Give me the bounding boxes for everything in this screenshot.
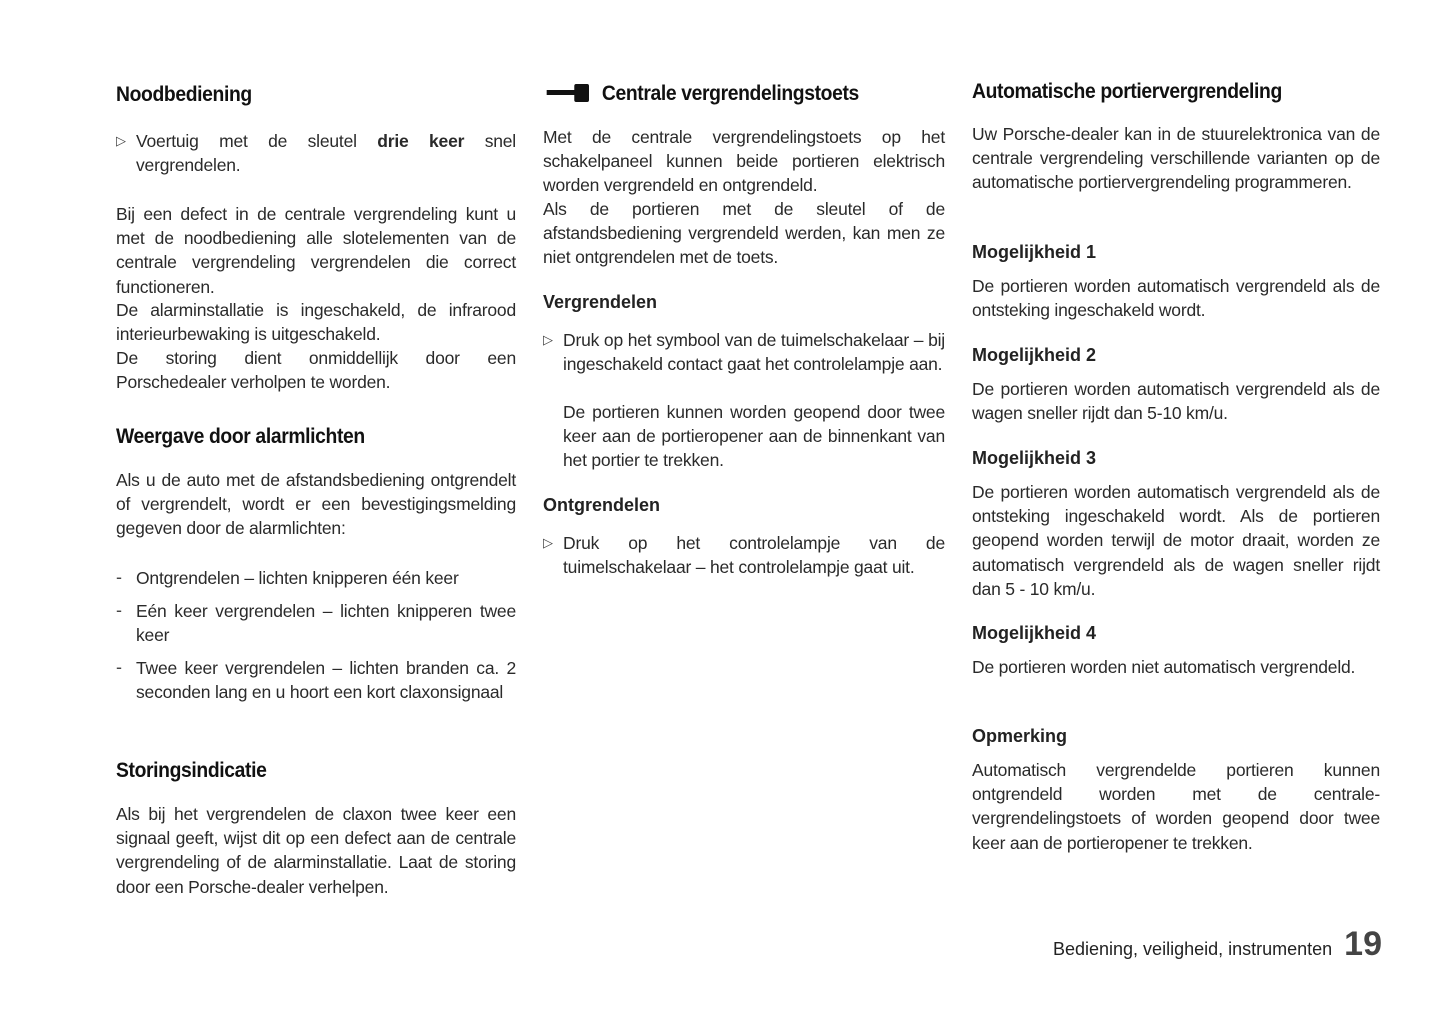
heading-centrale-vergrendelingstoets: Centrale vergrendelingstoets (543, 81, 913, 107)
heading-mogelijkheid-3: Mogelijkheid 3 (972, 448, 1097, 468)
footer-section-title: Bediening, veiligheid, instrumenten (1052, 939, 1333, 959)
heading-mogelijkheid-2: Mogelijkheid 2 (972, 345, 1097, 365)
heading-automatische-portiervergrendeling: Automatische portiervergrendeling (972, 80, 1282, 103)
triangle-right-icon: ▷ (543, 535, 553, 550)
step-noodbediening: ▷ Voertuig met de sleutel drie keer snel vergrendelen. (116, 131, 516, 176)
vergrendelen-note: De portieren kunnen worden geopend door twee keer aan de portieropener aan de binnenkant van het portier te trekken. (563, 402, 945, 471)
heading-noodbediening: Noodbediening (116, 83, 252, 106)
mogelijkheid-4-text: De portieren worden niet automatisch vergrendeld. (972, 657, 1356, 677)
heading-mogelijkheid-1: Mogelijkheid 1 (972, 242, 1097, 262)
step-vergrendelen: ▷ Druk op het symbool van de tuimelschakelaar – bij ingeschakeld contact gaat het controlelampje aan. (543, 330, 945, 375)
dash-icon: - (116, 567, 122, 587)
heading-weergave: Weergave door alarmlichten (116, 425, 365, 448)
opmerking-text: Automatisch vergrendelde portieren kunnen ontgrendeld worden met de centrale-vergrendelingstoets of worden geopend door twee keer aan de portieropener te trekken. (972, 760, 1380, 853)
mogelijkheid-1-text: De portieren worden automatisch vergrendeld als de ontsteking ingeschakeld wordt. (972, 276, 1380, 321)
key-icon (543, 82, 591, 102)
mogelijkheid-3-text: De portieren worden automatisch vergrendeld als de ontsteking ingeschakeld wordt. Als de portieren geopend worden terwijl de motor draait, worden ze automatisch vergrendeld als de wagen sneller rijdt dan 5 - 10 km/u. (972, 482, 1380, 599)
dash-icon: - (116, 657, 122, 677)
list-item: - Twee keer vergrendelen – lichten branden ca. 2 seconden lang en u hoort een kort claxonsignaal (116, 657, 516, 703)
centrale-intro-1: Met de centrale vergrendelingstoets op het schakelpaneel kunnen beide portieren elektrisch worden vergrendeld en ontgrendeld. (543, 127, 945, 196)
step-ontgrendelen: ▷ Druk op het controlelampje van de tuimelschakelaar – het controlelampje gaat uit. (543, 533, 945, 578)
centrale-intro-2: Als de portieren met de sleutel of de afstandsbediening vergrendeld werden, kan men ze niet ontgrendelen met de toets. (543, 199, 945, 268)
noodbediening-para-2: De alarminstallatie is ingeschakeld, de infrarood interieurbewaking is uitgeschakeld. (116, 300, 516, 345)
noodbediening-para-3: De storing dient onmiddellijk door een Porschedealer verholpen te worden. (116, 348, 516, 393)
heading-mogelijkheid-4: Mogelijkheid 4 (972, 623, 1097, 643)
weergave-intro: Als u de auto met de afstandsbediening ontgrendelt of vergrendelt, wordt er een bevestigingsmelding gegeven door de alarmlichten: (116, 470, 516, 539)
page-footer (1053, 925, 1382, 963)
page-number: 19 (1344, 925, 1382, 963)
heading-opmerking: Opmerking (972, 726, 1068, 746)
mogelijkheid-2-text: De portieren worden automatisch vergrendeld als de wagen sneller rijdt dan 5-10 km/u. (972, 379, 1380, 424)
list-item: - Ontgrendelen – lichten knipperen één keer (116, 567, 459, 588)
storing-text: Als bij het vergrendelen de claxon twee keer een signaal geeft, wijst dit op een defect aan de centrale vergrendeling of de alarminstallatie. Laat de storing door een Porsche-dealer verhelpen. (116, 804, 516, 897)
heading-vergrendelen: Vergrendelen (543, 292, 658, 312)
heading-storingsindicatie: Storingsindicatie (116, 759, 267, 782)
noodbediening-para-1: Bij een defect in de centrale vergrendeling kunt u met de noodbediening alle slotelementen van de centrale vergrendeling vergrendelen die correct functioneren. (116, 204, 516, 297)
triangle-right-icon: ▷ (543, 332, 553, 347)
list-item: - Eén keer vergrendelen – lichten knipperen twee keer (116, 600, 516, 646)
heading-ontgrendelen: Ontgrendelen (543, 495, 661, 515)
automatische-intro: Uw Porsche-dealer kan in de stuurelektronica van de centrale vergrendeling verschillende varianten op de automatische portiervergrendeling programmeren. (972, 124, 1380, 193)
triangle-right-icon: ▷ (116, 133, 126, 148)
dash-icon: - (116, 600, 122, 620)
